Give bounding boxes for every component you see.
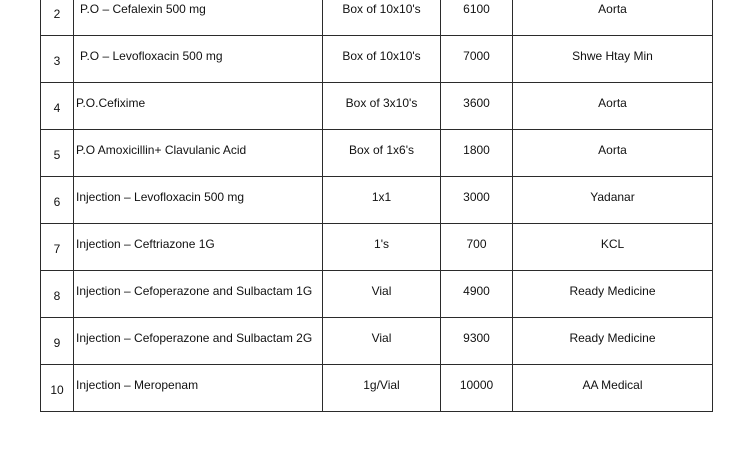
price-cell	[441, 83, 513, 130]
price-cell	[441, 318, 513, 365]
price-cell	[441, 177, 513, 224]
supplier-text: Yadanar	[590, 190, 635, 204]
pack-size-cell	[323, 271, 441, 318]
item-name-text: Injection – Cefoperazone and Sulbactam 1G	[76, 284, 313, 298]
item-name-cell	[74, 271, 323, 318]
medicine-price-table	[40, 0, 713, 412]
pack-size-text: Box of 10x10's	[342, 2, 421, 16]
price-cell	[441, 36, 513, 83]
item-name-text: P.O Amoxicillin+ Clavulanic Acid	[76, 143, 247, 157]
supplier-text: Ready Medicine	[569, 284, 656, 298]
pack-size-text: Vial	[371, 331, 392, 345]
pack-size-text: Box of 10x10's	[342, 49, 421, 63]
table-row	[41, 0, 713, 36]
row-number-cell	[41, 130, 74, 177]
item-name-text: Injection – Meropenam	[76, 378, 199, 392]
item-name-text: Injection – Ceftriazone 1G	[76, 237, 215, 251]
row-number-cell	[41, 271, 74, 318]
pack-size-text: Box of 1x6's	[349, 143, 414, 157]
price-cell	[441, 0, 513, 36]
pack-size-text: 1g/Vial	[363, 378, 400, 392]
pack-size-cell	[323, 130, 441, 177]
table-body	[41, 0, 713, 412]
row-number-cell	[41, 224, 74, 271]
price-cell	[441, 365, 513, 412]
item-name-cell	[74, 83, 323, 130]
row-number-cell	[41, 365, 74, 412]
row-number-text: 3	[53, 54, 61, 68]
row-number-cell	[41, 83, 74, 130]
item-name-text: P.O – Cefalexin 500 mg	[80, 2, 206, 16]
table-row	[41, 224, 713, 271]
pack-size-cell	[323, 318, 441, 365]
row-number-cell	[41, 0, 74, 36]
price-text: 9300	[463, 331, 490, 345]
table-row	[41, 130, 713, 177]
row-number-text: 8	[53, 289, 61, 303]
item-name-text: P.O.Cefixime	[76, 96, 146, 110]
price-text: 4900	[463, 284, 490, 298]
supplier-cell	[513, 365, 713, 412]
row-number-text: 5	[53, 148, 61, 162]
price-cell	[441, 130, 513, 177]
row-number-text: 7	[53, 242, 61, 256]
price-cell	[441, 271, 513, 318]
supplier-text: KCL	[600, 237, 625, 251]
supplier-text: AA Medical	[582, 378, 643, 392]
item-name-text: Injection – Levofloxacin 500 mg	[76, 190, 245, 204]
pack-size-cell	[323, 365, 441, 412]
price-text: 1800	[463, 143, 490, 157]
price-text: 7000	[463, 49, 490, 63]
item-name-cell	[74, 177, 323, 224]
supplier-text: Ready Medicine	[569, 331, 656, 345]
supplier-cell	[513, 36, 713, 83]
item-name-cell	[74, 36, 323, 83]
supplier-cell	[513, 83, 713, 130]
item-name-cell	[74, 318, 323, 365]
price-text: 10000	[459, 378, 494, 392]
supplier-cell	[513, 177, 713, 224]
table-row	[41, 318, 713, 365]
price-text: 3000	[463, 190, 490, 204]
pack-size-text: 1's	[374, 237, 389, 251]
supplier-text: Aorta	[598, 2, 627, 16]
price-text: 3600	[463, 96, 490, 110]
item-name-cell	[74, 365, 323, 412]
supplier-text: Aorta	[598, 143, 627, 157]
price-text: 6100	[463, 2, 490, 16]
pack-size-cell	[323, 36, 441, 83]
supplier-cell	[513, 271, 713, 318]
row-number-cell	[41, 36, 74, 83]
table-row	[41, 36, 713, 83]
table-row	[41, 83, 713, 130]
supplier-text: Aorta	[598, 96, 627, 110]
item-name-text: P.O – Levofloxacin 500 mg	[80, 49, 223, 63]
table-row	[41, 271, 713, 318]
supplier-cell	[513, 224, 713, 271]
item-name-text: Injection – Cefoperazone and Sulbactam 2G	[76, 331, 313, 345]
row-number-text: 2	[53, 7, 61, 21]
item-name-cell	[74, 224, 323, 271]
supplier-cell	[513, 130, 713, 177]
row-number-text: 9	[53, 336, 61, 350]
row-number-text: 10	[50, 383, 64, 397]
price-text: 700	[466, 237, 487, 251]
row-number-text: 6	[53, 195, 61, 209]
row-number-cell	[41, 177, 74, 224]
pack-size-text: Vial	[371, 284, 392, 298]
pack-size-text: 1x1	[371, 190, 392, 204]
supplier-cell	[513, 0, 713, 36]
row-number-text: 4	[53, 101, 61, 115]
pack-size-cell	[323, 83, 441, 130]
item-name-cell	[74, 0, 323, 36]
price-cell	[441, 224, 513, 271]
row-number-cell	[41, 318, 74, 365]
pack-size-cell	[323, 177, 441, 224]
item-name-cell	[74, 130, 323, 177]
pack-size-text: Box of 3x10's	[345, 96, 418, 110]
supplier-cell	[513, 318, 713, 365]
table-row	[41, 177, 713, 224]
table-row	[41, 365, 713, 412]
supplier-text: Shwe Htay Min	[572, 49, 653, 63]
pack-size-cell	[323, 224, 441, 271]
pack-size-cell	[323, 0, 441, 36]
